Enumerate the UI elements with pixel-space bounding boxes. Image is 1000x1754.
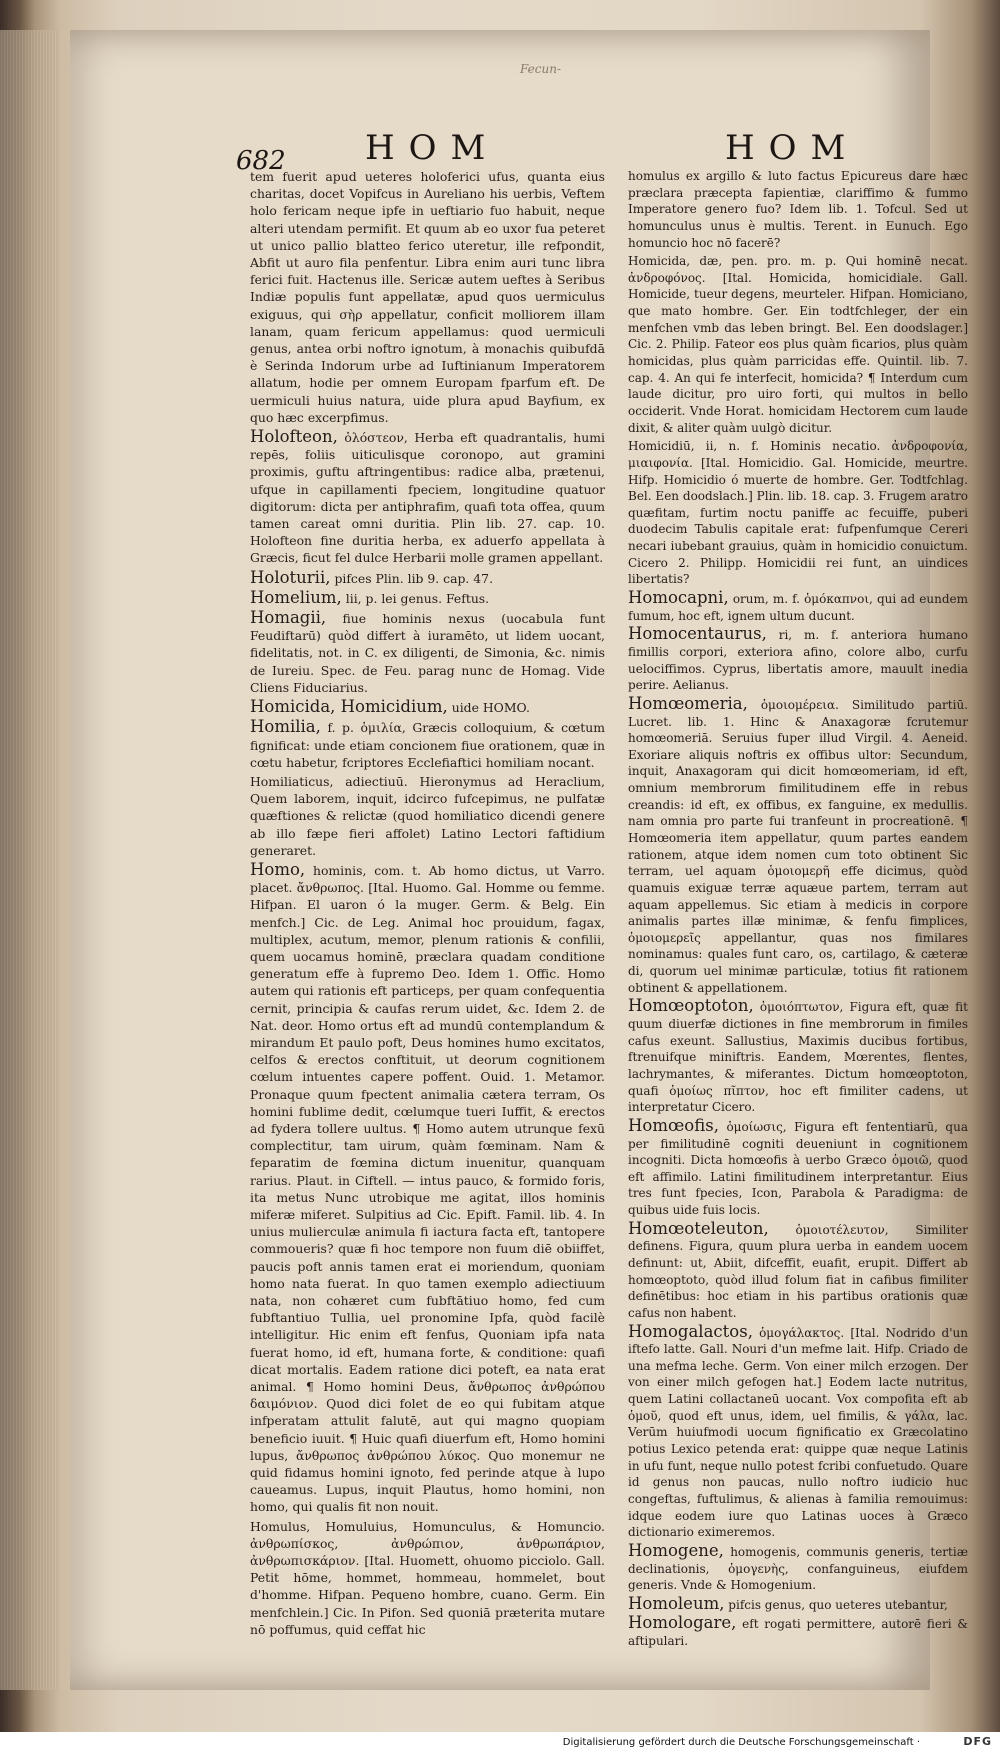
dictionary-entry [628,1540,968,1594]
entry-text: Homulus, Homuluius, Homunculus, & Homuncio. ἀνθρωπίσκος, ἀνθρώπιον, ἀνθρωπάριον, ἀνθρωπισκάριον. [Ital. Huomett, ohuomo picciolo. Gall. Petit hōme, hommet, hommeau, hommelet, bout d'homme. Hifpan. Pequeno hombre, cuano. Germ. Ein menfchlein.] Cic. In Pifon. Sed quoniā præterita mutare nō poffumus, quid ceffat hic [250,1518,605,1637]
entry-text: eft rogati permittere, autorē fieri & aftipulari. [628,1617,968,1649]
left-column [250,168,605,1640]
dictionary-entry [250,428,605,567]
entry-text: uide HOMO. [451,700,530,716]
dictionary-entry [250,589,605,607]
entry-text: Homiliaticus, adiectiuū. Hieronymus ad Heraclium, Quem laborem, inquit, idcirco fufcepimus, ne pulfatæ quæftiones & relictæ (quod homiliatico dicendi genere ab illo fæpe fieri affolet) Latino Lectori faftidium generaret. [250,773,605,858]
entry-lemma: Homocapni, [628,588,729,608]
running-head-right: HOM [725,128,860,168]
dictionary-entry [250,698,605,716]
entry-text: ὁμογάλακτος. [Ital. Nodrido d'un iftefo latte. Gall. Nouri d'un mefme lait. Hifp. Criado de una mefma leche. Germ. Von einer milch erzogen. Der von einer milch gefogen hat.] Eodem lacte nutritus, quem Latini collactaneū uocant. Vox compofita eft ab ὁμοῦ, quod eft unus, idem, uel fimilis, & γάλα, lac. Verūm huiufmodi uocum fignificatio ex Græcolatino potius Lexico petenda erat: quippe quæ neque Latinis in ufu funt, neque nullo potest fcribi confuetudo. Quare id genus non paucas, nullo noftro iudicio huc congeftas, fuftulimus, & alienas à familia remouimus: idque eodem iure quo Latinas uoces à Græco dictionario eximeremos. [628,1325,968,1540]
dictionary-entry [250,861,605,1516]
dictionary-entry [628,1321,968,1541]
entry-lemma: Homologare, [628,1613,737,1633]
entry-text: ὁμοιόπτωτον, Figura eft, quæ fit quum diuerfæ dictiones in fine membrorum in fimiles cafus exeunt. Sallustius, Maximis ducibus fortibus, ftrenuifque miniftris. Eandem, Mœrentes, flentes, lachrymantes, & miferantes. Dictum homœoptoton, quafi ὁμοίως πῖπτον, hoc eft fimiliter cadens, ut interpretatur Cicero. [628,1000,968,1115]
running-head-left: HOM [365,128,500,168]
entry-text: hominis, com. t. Ab homo dictus, ut Varro. placet. ἄνθρωπος. [Ital. Huomo. Gal. Homme ou femme. Hifpan. El uaron ó la muger. Germ. & Belg. Ein menfch.] Cic. de Leg. Animal hoc prouidum, fagax, multiplex, acutum, memor, plenum rationis & confilii, quem uocamus hominē, præclara quadam conditione generatum effe à fupremo Deo. Idem 1. Offic. Homo autem qui rationis eft particeps, per quam confequentia cernit, principia & caufas rerum uidet, &c. Idem 2. de Nat. deor. Homo ortus eft ad mundū contemplandum & mirandum Et paulo poft, Deus homines humo excitatos, celfos & erectos conftituit, ut deorum cognitionem cœlum intuentes capere poffent. Ouid. 1. Metamor. Pronaque quum fpectent animalia cætera terram, Os homini fublime dedit, cœlumque tueri Iuffit, & erectos ad fydera tollere uultus. ¶ Homo autem utrunque fexū complectitur, tam uirum, quàm fœminam. Nam & feparatim de fœmina dictum inuenitur, quanquam rarius. Plaut. in Ciftell. — intus pauco, & formido foris, ita metus Nunc utrobique me agitat, illos hominis miferæ miferet. Sulpitius ad Cic. Epift. Famil. lib. 4. In unius mulierculæ animula fi iactura facta eft, tantopere commoueris? quæ fi hoc tempore non fuum diē obiiffet, paucis poft annis tamen erat ei moriendum, quoniam homo nata fuerat. In quo tamen exemplo adiectiuum nata, non cohæret cum fubftātiuo homo, fed cum fubftantiuo Tullia, uel pronomine Ipfa, quòd facilè intelligitur. Hic enim eft fenfus, Quoniam ipfa nata fuerat homo, id eft, humana forte, & conditione: quafi dicat mortalis. Eadem ratione dici poteft, ea nata erat animal. ¶ Homo homini Deus, ἄνθρωπος ἀνθρώπου δαιμόνιον. Quod dici folet de eo qui fubitam atque infperatam attulit falutē, aut qui magno quopiam beneficio iuuit. ¶ Huic quafi diuerfum eft, Homo homini lupus, ἄνθρωπος ἀνθρώπου λύκος. Quo monemur ne quid fidamus homini ignoto, fed perinde atque à lupo caueamus. Lupus, inquit Plautus, homo homini, non homo, qui qualis fit non nouit. [250,862,605,1515]
entry-lemma: Homocentaurus, [628,624,767,644]
entry-text: tem fuerit apud ueteres holoferici ufus, quanta eius charitas, docet Vopifcus in Aureliano his uerbis, Veftem holo fericam neque ipfe in ueftiario fuo habuit, neque alteri utendam permifit. Et quum ab eo uxor fua peteret ut unico pallio blatteo ferico uteretur, ille refpondit, Abfit ut auro fila penfentur. Libra enim auri tunc libra ferici fuit. Hactenus ille. Sericæ autem ueftes à Seribus Indiæ populis funt appellatæ, apud quos uermiculus exiguus, qui σὴρ appellatur, conficit molliorem illam lanam, quam fericum appellamus: quod uermiculi genus, antea orbi noftro ignotum, à monachis quibufdā è Serinda Indorum urbe ad Iuftinianum Imperatorem allatum, hodie per omnem Europam fparfum eft. De uermiculi huius natura, uide plura apud Bayfium, ex quo hæc excerpfimus. [250,169,605,425]
entry-lemma: Homœofis, [628,1115,719,1135]
entry-text: ri, m. f. anteriora humano fimillis corpori, exteriora afino, colore albo, curfu uelociffimos. Cyprus, libertatis amore, mauult inedia perire. Aelianus. [628,628,968,693]
entry-text: fiue hominis nexus (uocabula funt Feudiftarū) quòd differt à iuramēto, ut lidem uocant, fidelitatis, not. in C. ex diligenti, de Simonia, &c. nimis de Iureiu. Spec. de Feu. parag nunc de Homag. Vide Cliens Fiduciarius. [250,611,605,695]
dictionary-entry [250,609,605,696]
entry-lemma: Holoturii, [250,567,331,587]
entry-text: Homicida, dæ, pen. pro. m. p. Qui hominē necat. ἀνδροφόνος. [Ital. Homicida, homicidiale. Gall. Homicide, tueur degens, meurteler. Hifpan. Homiciano, que mato hombre. Ger. Ein todtfchleger, der ein menfchen vmb das leben bringt. Bel. Een doodslager.] Cic. 2. Philip. Fateor eos plus quàm ficarios, plus quàm homicidas, plus quàm parricidas effe. Quintil. lib. 7. cap. 4. An qui fe interfecit, homicida? ¶ Interdum cum laude dicitur, pro uiro forti, qui multos in bello occiderit. Vnde Horat. homicidam Hectorem cum laude dixit, & aliter quàm uulgò dicitur. [628,254,968,435]
entry-text: ὁλόστεον, Herba eft quadrantalis, humi repēs, foliis uiticulisque coronopo, aut gramini proximis, guftu aftringentibus: radice alba, prætenui, ufque in capillamenti fpeciem, longitudine quatuor digitorum: dicta per antiphrafim, quafi tota offea, quum tamen careat omni duritia. Plin lib. 27. cap. 10. Holofteon fine duritia herba, ex aduerfo appellata à Græcis, ficut fel dulce Herbarii molle gramen appellant. [250,430,605,566]
dictionary-entry [628,1593,968,1614]
marginal-note: Fecun- [520,62,562,76]
entry-lemma: Homo, [250,859,306,879]
dictionary-entry [250,773,605,859]
entry-text: Homicidiū, ii, n. f. Hominis necatio. ἀνδροφονία, μιαιφονία. [Ital. Homicidio. Gal. Homicide, meurtre. Hifp. Homicidio ó muerte de hombre. Ger. Todtfchlag. Bel. Een doodslach.] Plin. lib. 18. cap. 3. Frugem aratro quæfitam, furtim noctu paniffe ac fecuiffe, puberi duodecim Tabulis capitale erat: fufpenfumque Cereri necari iubebant grauius, quàm in homicidio conuictum. Cicero 2. Philipp. Homicidii rei funt, an uindices libertatis? [628,439,968,587]
entry-lemma: Homoleum, [628,1593,725,1613]
entry-text: homogenis, communis generis, tertiæ declinationis, ὁμογενὴς, confanguineus, eiufdem generis. Vnde & Homogenium. [628,1544,968,1593]
dictionary-entry [250,168,605,426]
dictionary-entry [628,253,968,436]
dictionary-entry [628,590,968,624]
entry-lemma: Homœoteleuton, [628,1218,769,1238]
dictionary-entry [628,998,968,1115]
right-column [628,168,968,1652]
page-number: 682 [236,146,286,176]
entry-text: lii, p. lei genus. Feftus. [345,590,490,606]
dictionary-entry [628,626,968,694]
entry-text: pifces Plin. lib 9. cap. 47. [334,570,494,586]
entry-text: ὁμοιοτέλευτον, Similiter definens. Figura, quum plura uerba in eandem uocem definunt: ut, Abiit, difceffit, euafit, erupit. Differt ab homœoptoto, quòd illud folum fiat in cafibus fimiliter definētibus: hoc etiam in his partibus orationis quæ cafus non habent. [628,1222,968,1320]
entry-text: f. p. ὁμιλία, Græcis colloquium, & cœtum fignificat: unde etiam concionem fiue orationem, quæ in cœtu habetur, fcriptores Ecclefiaftici homiliam nocant. [250,720,605,770]
entry-lemma: Homogalactos, [628,1321,753,1341]
dfg-logo: DFG [963,1735,992,1748]
footer-credit: Digitalisierung gefördert durch die Deutsche Forschungsgemeinschaft · [562,1737,920,1748]
entry-lemma: Homagii, [250,608,327,628]
dictionary-entry [250,718,605,771]
entry-lemma: Homœoptoton, [628,996,754,1016]
dictionary-entry [628,438,968,588]
entry-text: homulus ex argillo & luto factus Epicureus dare hæc præclara præcepta fapientiæ, clariffimo & fummo Imperatore genero fuo? Idem lib. 1. Tofcul. Sed ut homunculus unus è multis. Terent. in Eunuch. Ego homuncio hoc nō facerē? [628,169,968,250]
dictionary-entry [628,1615,968,1649]
entry-lemma: Holofteon, [250,427,338,447]
entry-lemma: Homilia, [250,717,321,737]
entry-lemma: Homicida, Homicidium, [250,697,448,717]
entry-text: ὁμοίωσις, Figura eft fententiarū, qua per fimilitudinē cogniti deueniunt in cognitionem incogniti. Dicta homœofis à uerbo Græco ὁμοιῶ, quod eft affimilo. Latini fimilitudinem interpretantur. Eius tres funt fpecies, Icon, Parabola & Paradigma: de quibus uide fuis locis. [628,1119,968,1218]
dictionary-entry [628,1218,968,1322]
dictionary-entry [250,569,605,587]
entry-lemma: Homœomeria, [628,693,748,713]
entry-text: ὁμοιομέρεια. Similitudo partiū. Lucret. lib. 1. Hinc & Anaxagoræ fcrutemur homœomeriā. Seruius fuper illud Virgil. 4. Aeneid. Exoriare aliquis noftris ex offibus ultor: Secundum, inquit, Anaxagoram qui dicit homœomeriam, id eft, omnium membrorum fimilitudinem effe in rebus creandis: id eft, ex offibus, ex fanguine, ex medullis. nam omnia pro parte fui tranfeunt in procreationē. ¶ Homœomeria item appellatur, quum partes eandem rationem, atque idem nomen cum toto obtinent Sic terram, uel aquam ὁμοιομερῆ effe dicimus, quòd quamuis exiguæ terræ aquæue partem, terram aut aquam appellemus. Sic etiam à medicis in corpore animalis partes illæ minimæ, & fenfu fimplices, ὁμοιομερεῖς appellantur, quas nos fimilares nominamus: quales funt caro, os, cartilago, & cæteræ di, quorum uel minimæ particulæ, totius fit rationem obtinent & appellationem. [628,697,968,995]
entry-lemma: Homogene, [628,1540,724,1560]
entry-text: pifcis genus, quo ueteres utebantur, [728,1597,948,1612]
entry-text: orum, m. f. ὁμόκαπνοι, qui ad eundem fumum, hoc eft, ignem ultum ducunt. [628,592,968,623]
entry-lemma: Homelium, [250,587,342,607]
dictionary-entry [628,1115,968,1219]
page-edges [0,30,58,1690]
footer-bar [0,1732,1000,1754]
dictionary-entry [628,168,968,251]
dictionary-entry [250,1518,605,1638]
dictionary-entry [628,693,968,997]
